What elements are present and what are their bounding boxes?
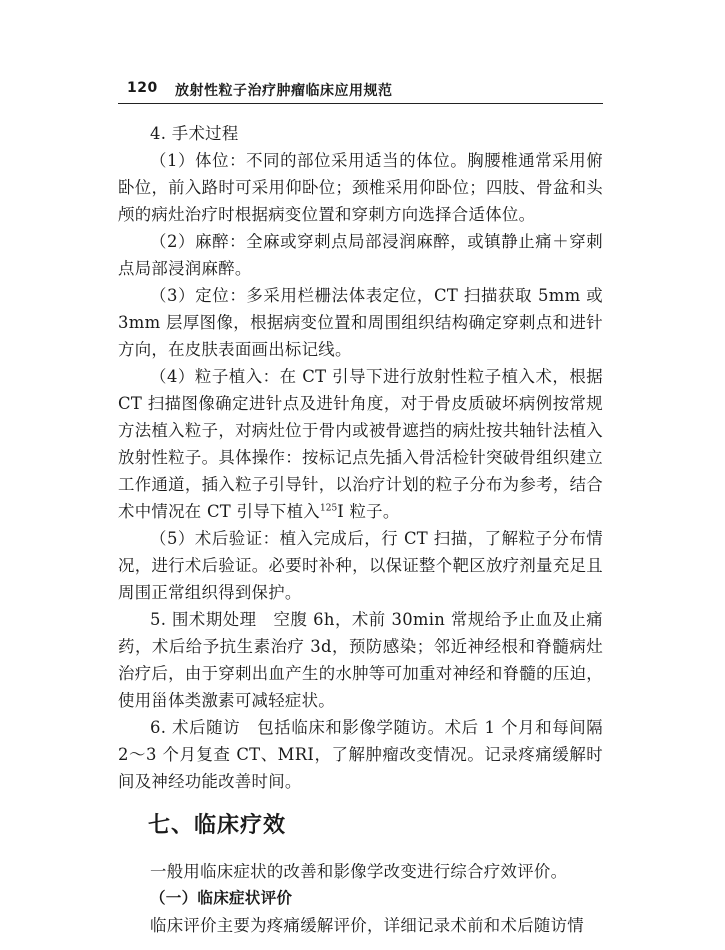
paragraph-anesthesia: （2）麻醉：全麻或穿刺点局部浸润麻醉，或镇静止痛＋穿刺点局部浸润麻醉。 bbox=[118, 232, 603, 278]
running-header bbox=[127, 80, 597, 102]
paragraph-surgery-process: 4. 手术过程 bbox=[150, 124, 239, 143]
section-heading: 七、临床疗效 bbox=[148, 812, 287, 838]
main-text bbox=[118, 120, 603, 795]
book-title: 放射性粒子治疗肿瘤临床应用规范 bbox=[175, 83, 393, 99]
paragraph-perioperative: 5. 围术期处理 空腹 6h，术前 30min 常规给予止血及止痛药，术后给予抗生素治疗 3d，预防感染；邻近神经根和脊髓病灶治疗后，由于穿刺出血产生的水肿等可加重对神经和脊髓的压迫，使用甾体类激素可减轻症状。 bbox=[118, 610, 603, 710]
paragraph-localization: （3）定位：多采用栏栅法体表定位，CT 扫描获取 5mm 或 3mm 层厚图像，根据病变位置和周围组织结构确定穿刺点和进针方向，在皮肤表面画出标记线。 bbox=[118, 286, 603, 359]
seed-implantation-text: （4）粒子植入：在 CT 引导下进行放射性粒子植入术，根据 CT 扫描图像确定进针点及进针角度，对于骨皮质破坏病例按常规方法植入粒子，对病灶位于骨内或被骨遮挡的病灶按共轴针法植入放射性粒子。具体操作：按标记点先插入骨活检针突破骨组织建立工作通道，插入粒子引导针，以治疗计划的粒子分布为参考，结合术中情况在 CT 引导下植入 bbox=[118, 367, 603, 521]
section-intro: 一般用临床症状的改善和影像学改变进行综合疗效评价。 bbox=[150, 862, 568, 881]
paragraph-position: （1）体位：不同的部位采用适当的体位。胸腰椎通常采用俯卧位，前入路时可采用仰卧位；颈椎采用仰卧位；四肢、骨盆和头颅的病灶治疗时根据病变位置和穿刺方向选择合适体位。 bbox=[118, 151, 603, 224]
section-last-line: 临床评价主要为疼痛缓解评价，详细记录术前和术后随访情 bbox=[150, 916, 584, 935]
page-number: 120 bbox=[127, 80, 158, 96]
subsection-heading: （一）临床症状评价 bbox=[150, 889, 293, 907]
paragraph-follow-up: 6. 术后随访 包括临床和影像学随访。术后 1 个月和每间隔 2～3 个月复查 CT、MRI，了解肿瘤改变情况。记录疼痛缓解时间及神经功能改善时间。 bbox=[118, 718, 603, 791]
paragraph-verification: （5）术后验证：植入完成后，行 CT 扫描，了解粒子分布情况，进行术后验证。必要时补种，以保证整个靶区放疗剂量充足且周围正常组织得到保护。 bbox=[118, 529, 603, 602]
header-rule bbox=[118, 103, 603, 104]
paragraph-seed-implantation bbox=[118, 363, 603, 525]
section-body bbox=[118, 858, 603, 939]
isotope-superscript: 125 bbox=[320, 503, 338, 514]
seed-implantation-tail: I 粒子。 bbox=[337, 502, 400, 521]
